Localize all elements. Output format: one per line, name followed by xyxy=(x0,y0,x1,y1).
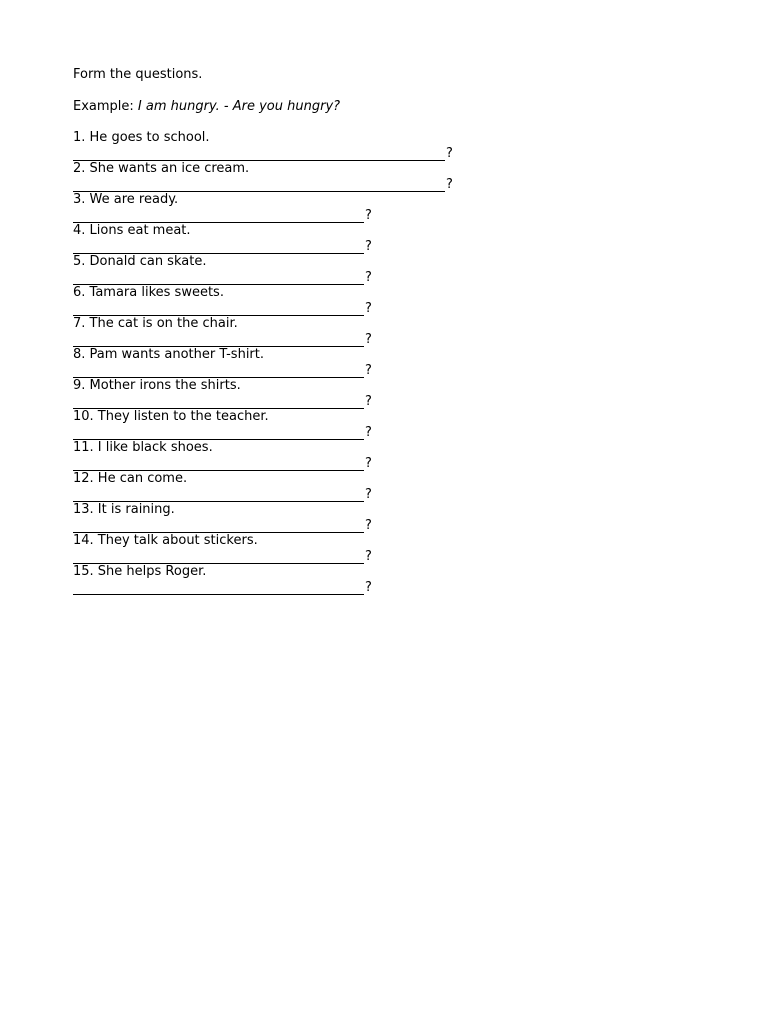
question-text: 10. They listen to the teacher. xyxy=(73,409,269,424)
question-item xyxy=(73,285,713,316)
example-text: I am hungry. - Are you hungry? xyxy=(137,99,341,114)
answer-row xyxy=(73,208,713,223)
answer-blank[interactable] xyxy=(73,458,364,471)
answer-blank[interactable] xyxy=(73,489,364,502)
answer-blank[interactable] xyxy=(73,241,364,254)
question-text: 1. He goes to school. xyxy=(73,130,210,145)
question-text: 3. We are ready. xyxy=(73,192,179,207)
answer-blank[interactable] xyxy=(73,427,364,440)
answer-blank[interactable] xyxy=(73,179,445,192)
answer-blank[interactable] xyxy=(73,551,364,564)
question-item xyxy=(73,564,713,595)
answer-row xyxy=(73,549,713,564)
question-list xyxy=(73,130,713,595)
question-text: 12. He can come. xyxy=(73,471,188,486)
question-text: 9. Mother irons the shirts. xyxy=(73,378,241,393)
question-item xyxy=(73,440,713,471)
answer-row xyxy=(73,332,713,347)
question-mark: ? xyxy=(365,301,372,316)
question-mark: ? xyxy=(365,394,372,409)
answer-row xyxy=(73,518,713,533)
question-item xyxy=(73,192,713,223)
answer-row xyxy=(73,146,713,161)
worksheet-page xyxy=(73,67,713,595)
question-item xyxy=(73,347,713,378)
question-mark: ? xyxy=(365,363,372,378)
question-item xyxy=(73,316,713,347)
answer-blank[interactable] xyxy=(73,272,364,285)
question-item xyxy=(73,161,713,192)
question-item xyxy=(73,223,713,254)
question-item xyxy=(73,471,713,502)
question-text: 2. She wants an ice cream. xyxy=(73,161,250,176)
question-item xyxy=(73,254,713,285)
question-text: 15. She helps Roger. xyxy=(73,564,207,579)
answer-blank[interactable] xyxy=(73,303,364,316)
question-mark: ? xyxy=(365,332,372,347)
question-mark: ? xyxy=(446,146,453,161)
answer-row xyxy=(73,580,713,595)
question-mark: ? xyxy=(365,487,372,502)
answer-blank[interactable] xyxy=(73,582,364,595)
answer-blank[interactable] xyxy=(73,520,364,533)
answer-row xyxy=(73,394,713,409)
question-mark: ? xyxy=(365,208,372,223)
instruction-text: Form the questions. xyxy=(73,67,203,82)
answer-row xyxy=(73,487,713,502)
question-mark: ? xyxy=(365,425,372,440)
question-item xyxy=(73,409,713,440)
question-text: 14. They talk about stickers. xyxy=(73,533,258,548)
answer-blank[interactable] xyxy=(73,334,364,347)
question-item xyxy=(73,533,713,564)
question-mark: ? xyxy=(365,270,372,285)
question-text: 4. Lions eat meat. xyxy=(73,223,191,238)
answer-blank[interactable] xyxy=(73,365,364,378)
answer-row xyxy=(73,456,713,471)
question-item xyxy=(73,378,713,409)
question-text: 13. It is raining. xyxy=(73,502,175,517)
question-mark: ? xyxy=(365,518,372,533)
question-text: 7. The cat is on the chair. xyxy=(73,316,238,331)
answer-row xyxy=(73,239,713,254)
answer-blank[interactable] xyxy=(73,148,445,161)
answer-row xyxy=(73,177,713,192)
answer-row xyxy=(73,301,713,316)
question-mark: ? xyxy=(365,456,372,471)
question-item xyxy=(73,502,713,533)
example-label: Example: xyxy=(73,99,138,114)
question-mark: ? xyxy=(365,580,372,595)
question-item xyxy=(73,130,713,161)
question-text: 6. Tamara likes sweets. xyxy=(73,285,224,300)
question-mark: ? xyxy=(365,239,372,254)
answer-row xyxy=(73,425,713,440)
answer-row xyxy=(73,363,713,378)
question-mark: ? xyxy=(365,549,372,564)
question-text: 5. Donald can skate. xyxy=(73,254,207,269)
answer-blank[interactable] xyxy=(73,210,364,223)
question-mark: ? xyxy=(446,177,453,192)
question-text: 11. I like black shoes. xyxy=(73,440,213,455)
question-text: 8. Pam wants another T-shirt. xyxy=(73,347,265,362)
answer-row xyxy=(73,270,713,285)
answer-blank[interactable] xyxy=(73,396,364,409)
example-line xyxy=(73,99,713,115)
